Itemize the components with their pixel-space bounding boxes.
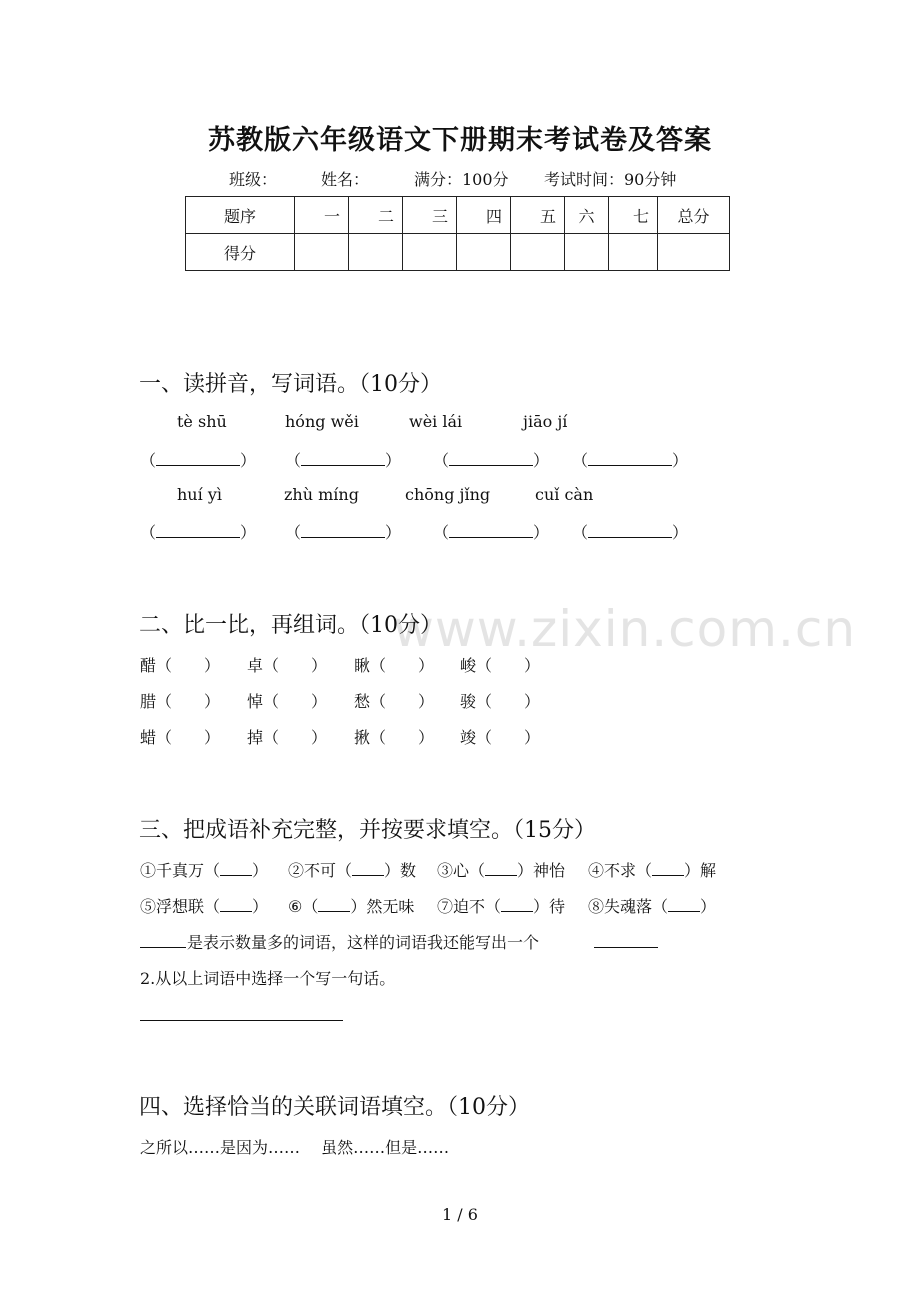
idiom-text: ）	[700, 897, 717, 916]
open-paren: （	[433, 451, 450, 470]
full-score: 满分：100分	[414, 170, 509, 189]
idiom-item[interactable]	[437, 894, 565, 917]
score-header-cell: 总分	[658, 197, 730, 234]
open-paren: （	[572, 523, 589, 542]
idiom-text: ）解	[684, 861, 717, 880]
score-header-cell: 六	[565, 197, 609, 234]
idiom-item[interactable]	[288, 894, 414, 917]
idiom-text: ②不可（	[288, 861, 353, 880]
score-table-score-row	[186, 234, 730, 271]
score-header-cell: 四	[457, 197, 511, 234]
close-paren: ）	[240, 451, 257, 470]
pinyin: chōng jǐng	[405, 485, 491, 504]
section4-heading: 四、选择恰当的关联词语填空。（10分）	[139, 1095, 530, 1120]
pinyin: zhù míng	[284, 485, 359, 504]
open-paren: （	[433, 523, 450, 542]
compare-item[interactable]: 竣（ ）	[460, 728, 541, 747]
open-paren: （	[572, 451, 589, 470]
score-cell[interactable]	[349, 234, 403, 271]
idiom-text: ）数	[384, 861, 417, 880]
score-cell[interactable]	[658, 234, 730, 271]
section3-heading: 三、把成语补充完整，并按要求填空。（15分）	[139, 818, 596, 843]
answer-blank[interactable]	[285, 448, 401, 471]
pinyin: huí yì	[177, 485, 222, 504]
idiom-text: ）	[252, 861, 269, 880]
score-cell[interactable]	[457, 234, 511, 271]
answer-blank[interactable]	[433, 520, 549, 543]
open-paren: （	[285, 523, 302, 542]
compare-item[interactable]: 蜡（ ）	[140, 728, 221, 747]
open-paren: （	[140, 451, 157, 470]
score-header-cell: 三	[403, 197, 457, 234]
idiom-text: ①千真万（	[140, 861, 221, 880]
idiom-text: ）	[252, 897, 269, 916]
idiom-text: ③心（	[437, 861, 486, 880]
idiom-text: ⑧失魂落（	[588, 897, 669, 916]
conjunction-options: 之所以……是因为…… 虽然……但是……	[140, 1138, 450, 1157]
idiom-text: ⑦迫不（	[437, 897, 502, 916]
idiom-text: ⑥（	[288, 897, 319, 916]
pinyin: jiāo jí	[523, 412, 568, 431]
compare-item[interactable]: 愁（ ）	[354, 692, 435, 711]
section1-heading: 一、读拼音，写词语。（10分）	[139, 372, 442, 397]
idiom-item[interactable]	[437, 858, 565, 881]
score-header-cell: 五	[511, 197, 565, 234]
fill-line[interactable]	[594, 947, 658, 948]
question-text: 2.从以上词语中选择一个写一句话。	[140, 969, 396, 988]
score-header-cell: 二	[349, 197, 403, 234]
answer-blank[interactable]	[140, 520, 256, 543]
answer-blank[interactable]	[572, 520, 688, 543]
watermark: www.zixin.com.cn	[393, 600, 857, 658]
answer-line[interactable]	[140, 1020, 343, 1021]
exam-time: 考试时间：90分钟	[544, 170, 677, 189]
pinyin: tè shū	[177, 412, 227, 431]
score-table-header-row	[186, 197, 730, 234]
idiom-item[interactable]	[588, 858, 716, 881]
idiom-item[interactable]	[140, 894, 268, 917]
close-paren: ）	[385, 451, 402, 470]
compare-item[interactable]: 骏（ ）	[460, 692, 541, 711]
compare-item[interactable]: 悼（ ）	[247, 692, 328, 711]
pinyin: cuǐ càn	[535, 485, 594, 504]
page-number: 1 / 6	[442, 1205, 478, 1224]
score-cell[interactable]	[609, 234, 658, 271]
pinyin: wèi lái	[409, 412, 463, 431]
answer-blank[interactable]	[572, 448, 688, 471]
compare-item[interactable]: 卓（ ）	[247, 656, 328, 675]
close-paren: ）	[385, 523, 402, 542]
open-paren: （	[140, 523, 157, 542]
class-label: 班级：	[229, 170, 278, 189]
score-cell[interactable]	[403, 234, 457, 271]
score-table	[185, 196, 730, 271]
idiom-text: ）神怡	[517, 861, 566, 880]
compare-item[interactable]: 掉（ ）	[247, 728, 328, 747]
close-paren: ）	[533, 523, 550, 542]
idiom-item[interactable]	[140, 858, 268, 881]
answer-blank[interactable]	[433, 448, 549, 471]
idiom-item[interactable]	[288, 858, 416, 881]
idiom-text: ④不求（	[588, 861, 653, 880]
idiom-text: ⑤浮想联（	[140, 897, 221, 916]
score-header-cell: 七	[609, 197, 658, 234]
score-cell[interactable]	[511, 234, 565, 271]
score-cell[interactable]	[565, 234, 609, 271]
score-header-cell: 题序	[186, 197, 295, 234]
compare-item[interactable]: 峻（ ）	[460, 656, 541, 675]
idiom-text: ）待	[533, 897, 566, 916]
answer-blank[interactable]	[140, 448, 256, 471]
page-title: 苏教版六年级语文下册期末考试卷及答案	[208, 125, 712, 156]
compare-item[interactable]: 腊（ ）	[140, 692, 221, 711]
compare-item[interactable]: 揪（ ）	[354, 728, 435, 747]
question-text: 是表示数量多的词语，这样的词语我还能写出一个	[187, 933, 540, 952]
score-row-label: 得分	[186, 234, 295, 271]
close-paren: ）	[672, 451, 689, 470]
idiom-text: ）然无味	[350, 897, 415, 916]
compare-item[interactable]: 醋（ ）	[140, 656, 221, 675]
compare-item[interactable]: 瞅（ ）	[354, 656, 435, 675]
pinyin: hóng wěi	[285, 412, 359, 431]
answer-blank[interactable]	[285, 520, 401, 543]
open-paren: （	[285, 451, 302, 470]
score-cell[interactable]	[295, 234, 349, 271]
fill-line[interactable]	[140, 947, 186, 948]
name-label: 姓名：	[321, 170, 370, 189]
close-paren: ）	[240, 523, 257, 542]
section2-heading: 二、比一比，再组词。（10分）	[139, 613, 442, 638]
idiom-item[interactable]	[588, 894, 716, 917]
score-header-cell: 一	[295, 197, 349, 234]
close-paren: ）	[533, 451, 550, 470]
close-paren: ）	[672, 523, 689, 542]
